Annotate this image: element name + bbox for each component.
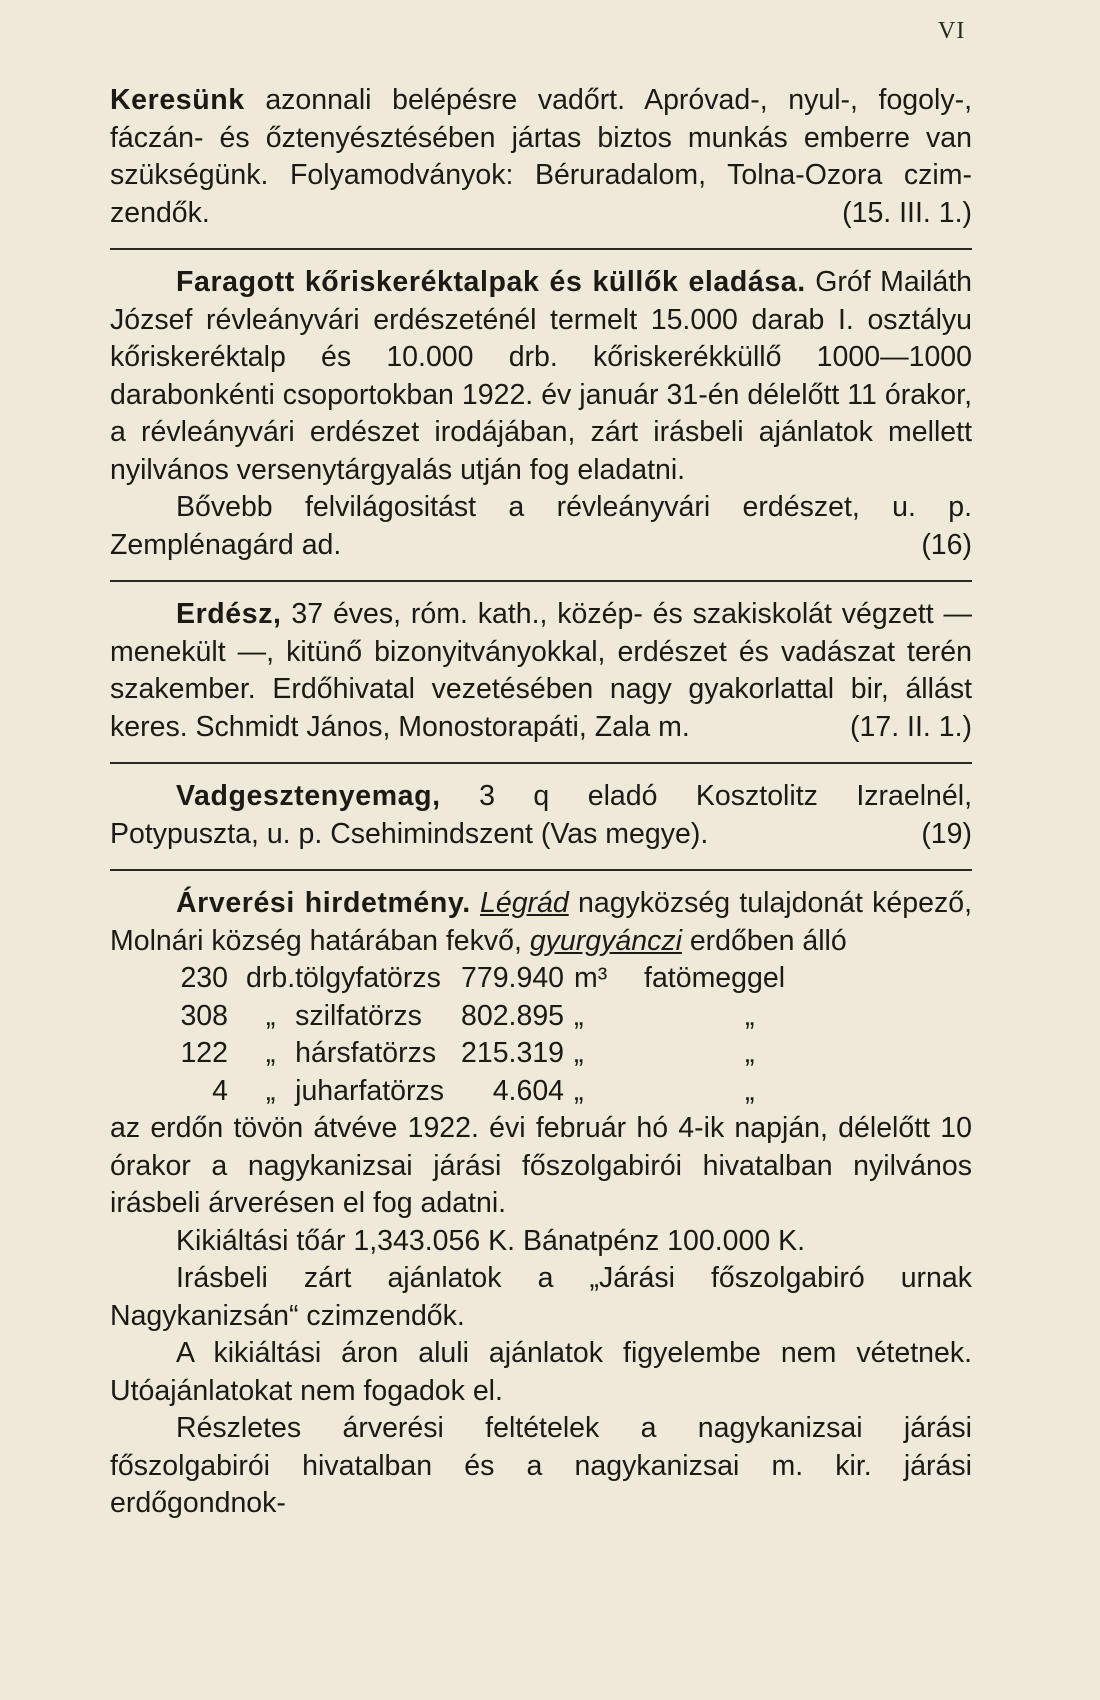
ad-headline: Keresünk — [110, 84, 245, 116]
divider — [110, 762, 972, 764]
lot-note — [644, 998, 715, 1036]
lot-volume-unit: „ — [574, 1074, 584, 1107]
lot-unit-mark: „ — [265, 1074, 276, 1107]
table-row — [176, 1073, 785, 1111]
lot-species: juharfatörzs — [295, 1074, 445, 1107]
lot-count: 4 — [212, 1074, 228, 1107]
ad-gamekeeper-wanted — [110, 82, 972, 232]
ad-reference: (16) — [921, 528, 972, 561]
lot-species: tölgyfatörzs — [295, 962, 441, 994]
place-name: Légrád — [480, 887, 569, 919]
lot-volume-unit: „ — [574, 1037, 584, 1069]
divider — [110, 869, 972, 871]
lot-volume-unit: m³ — [574, 962, 608, 994]
ad-reference: (17. II. 1.) — [850, 710, 972, 743]
ad-wheel-parts-sale — [110, 264, 972, 564]
ad-reference: (19) — [921, 817, 972, 850]
lot-species: szilfatörzs — [295, 999, 422, 1032]
lot-volume: 4.604 — [492, 1074, 565, 1107]
lot-count: 308 — [180, 999, 228, 1032]
ad-body: erdőben álló — [689, 924, 847, 957]
ad-reference: (15. III. 1.) — [842, 196, 972, 229]
lot-unit-mark: „ — [265, 999, 276, 1032]
ad-body: Gróf Mailáth József révleányvári erdészeténél termelt 15.000 darab I. osztályu kőriskeréktalp és 10.000 drb. kőriskerékküllő 1000—1000 darabonkénti csoportokban 1922. év január 31-én délelőtt 11 órakor, a révleányvári erdészet irodájában, zárt irásbeli ajánlatok mellett nyilvános versenytárgyalás utján fog eladatni. — [110, 266, 972, 486]
lot-species: hársfatörzs — [295, 1037, 437, 1069]
lot-ditto: „ — [745, 999, 755, 1032]
table-row — [176, 1035, 785, 1073]
ad-body: azonnali belépésre vadőrt. Apróvad-, nyul-, fogoly-, fáczán- és őztenyésztésében jártas biztos munkás emberre van szükségünk. Folyamodványok: Béruradalom, Tolna-Ozora czim-zendők. — [110, 84, 973, 229]
lot-count: 230 — [180, 962, 228, 994]
table-row — [176, 960, 785, 998]
lot-volume: 779.940 — [461, 962, 565, 994]
lot-volume: 215.319 — [461, 1037, 565, 1069]
ad-headline: Faragott kőriskeréktalpak és küllők eladása. — [176, 266, 806, 298]
lot-volume: 802.895 — [461, 999, 565, 1032]
lot-volume-unit: „ — [574, 999, 584, 1032]
ad-body: 3 q eladó Kosztolitz Izraelnél, Potypuszta, u. p. Csehimindszent (Vas megye). — [110, 780, 972, 850]
ad-headline: Vadgesztenyemag, — [176, 780, 441, 812]
auction-paragraph: A kikiáltási áron aluli ajánlatok figyelembe nem vétetnek. Utóajánlatokat nem fogadok el. — [110, 1337, 972, 1407]
ad-forester-seeking-position — [110, 596, 972, 746]
lot-ditto: „ — [745, 1037, 755, 1069]
page-number: VI — [938, 18, 966, 44]
lot-count: 122 — [180, 1037, 228, 1069]
ad-body: nagyközség tulajdonát képező, Molnári község határában fekvő, — [110, 887, 972, 957]
ad-horse-chestnut-seed — [110, 778, 972, 853]
lot-ditto: „ — [745, 1074, 755, 1107]
classified-ads — [110, 82, 972, 1523]
ad-headline: Erdész, — [176, 598, 282, 630]
divider — [110, 580, 972, 582]
ad-headline: Árverési hirdetmény. — [176, 887, 471, 919]
auction-paragraph: Részletes árverési feltételek a nagykanizsai járási főszolgabirói hivatalban és a nagykanizsai m. kir. járási erdőgondnok- — [110, 1412, 972, 1519]
table-row — [176, 998, 785, 1036]
auction-paragraph: Irásbeli zárt ajánlatok a „Járási főszolgabiró urnak Nagykanizsán“ czimzendők. — [110, 1262, 972, 1332]
forest-name: gyurgyánczi — [529, 924, 682, 957]
lot-note — [644, 1073, 715, 1111]
ad-body: 37 éves, róm. kath., közép- és szakiskolát végzett — menekült —, kitünő bizonyitványokkal, erdészet és vadászat terén szakember. Erdőhivatal vezetésében nagy gyakorlattal bir, állást keres. Schmidt János, Monostorapáti, Zala m. — [110, 598, 972, 743]
lot-note: fatömeggel — [644, 962, 786, 994]
ad-auction-notice — [110, 885, 972, 1523]
lot-unit-mark: „ — [265, 1037, 276, 1069]
ad-body-continued: Bővebb felvilágositást a révleányvári erdészet, u. p. Zemplénagárd ad. — [110, 491, 972, 561]
lot-note — [644, 1035, 715, 1073]
lot-unit-mark: drb. — [246, 962, 296, 994]
divider — [110, 248, 972, 250]
auction-paragraph: Kikiáltási tőár 1,343.056 K. Bánatpénz 100.000 K. — [176, 1224, 806, 1257]
auction-paragraph: az erdőn tövön átvéve 1922. évi február hó 4-ik napján, délelőtt 10 órakor a nagykanizsai járási főszolgabirói hivatalban nyilvános irásbeli árverésen el fog adatni. — [110, 1112, 972, 1219]
timber-lots-table — [176, 960, 785, 1110]
